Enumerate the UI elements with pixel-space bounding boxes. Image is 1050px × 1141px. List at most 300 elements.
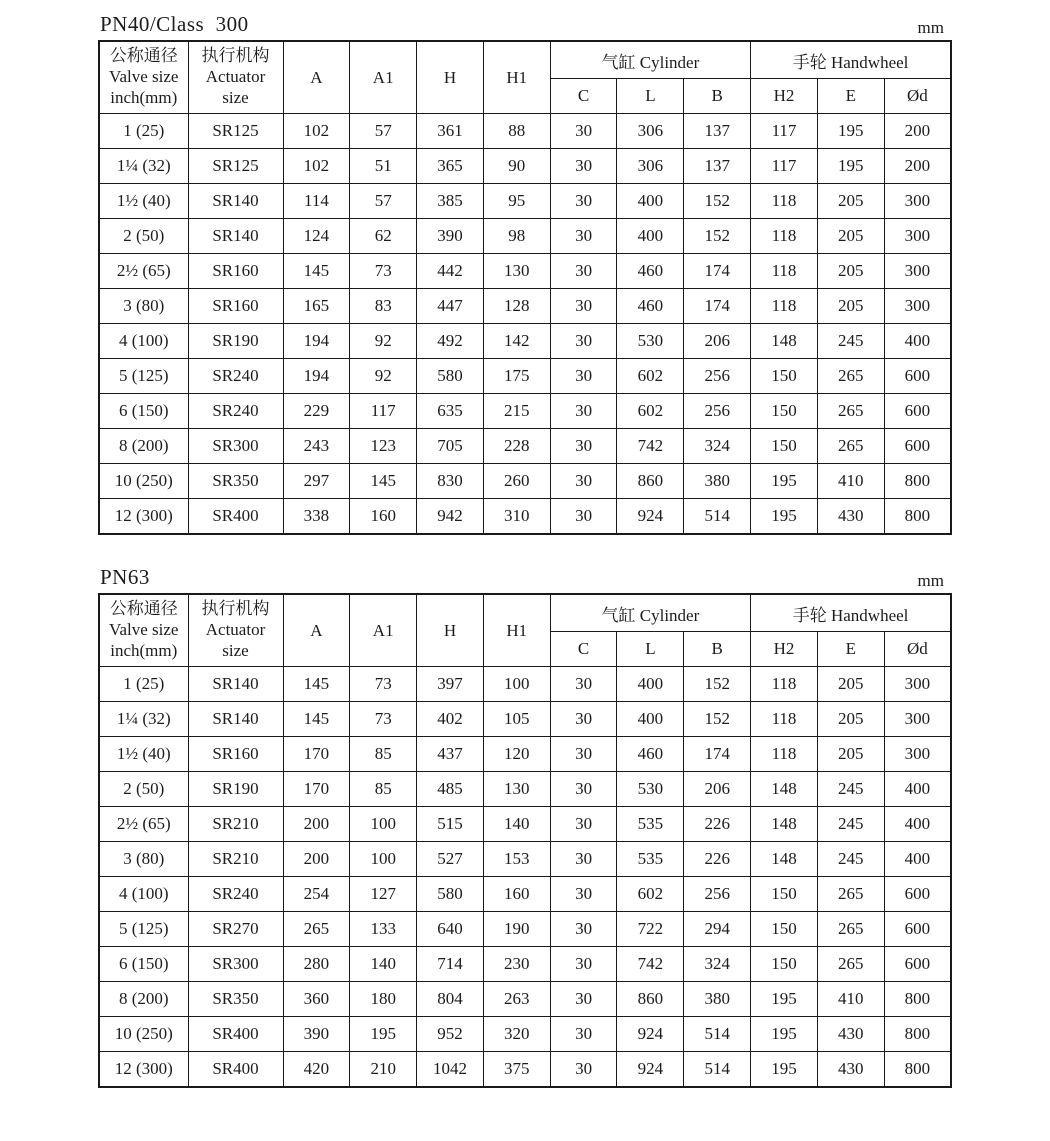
value-c-cell: 30: [550, 1017, 617, 1052]
value-h2-cell: 195: [751, 1052, 818, 1088]
value-c-cell: 30: [550, 219, 617, 254]
col-group-cylinder: 气缸 Cylinder: [550, 594, 750, 632]
value-b-cell: 206: [684, 324, 751, 359]
value-od-cell: 600: [884, 394, 951, 429]
actuator-size-cell: SR350: [188, 464, 283, 499]
actuator-size-cell: SR240: [188, 359, 283, 394]
value-b-cell: 256: [684, 394, 751, 429]
value-b-cell: 256: [684, 877, 751, 912]
valve-size-cell: 12 (300): [99, 499, 188, 535]
value-h2-cell: 150: [751, 877, 818, 912]
actuator-size-cell: SR350: [188, 982, 283, 1017]
col-header-b: B: [684, 79, 751, 114]
value-od-cell: 300: [884, 219, 951, 254]
actuator-size-cell: SR400: [188, 499, 283, 535]
value-h1-cell: 95: [483, 184, 550, 219]
col-header-actuator-cn: 执行机构: [201, 599, 270, 619]
actuator-size-cell: SR140: [188, 219, 283, 254]
value-h2-cell: 150: [751, 359, 818, 394]
value-l-cell: 400: [617, 702, 684, 737]
col-header-actuator-cn: 执行机构: [201, 46, 270, 66]
table-row: [99, 499, 951, 535]
value-od-cell: 300: [884, 289, 951, 324]
value-b-cell: 152: [684, 184, 751, 219]
actuator-size-cell: SR210: [188, 807, 283, 842]
col-header-actuator-size: [188, 41, 283, 114]
table-section-pn63: [98, 565, 950, 1088]
value-l-cell: 860: [617, 464, 684, 499]
value-od-cell: 300: [884, 702, 951, 737]
value-h1-cell: 120: [483, 737, 550, 772]
value-a-cell: 390: [283, 1017, 350, 1052]
value-a1-cell: 100: [350, 842, 417, 877]
col-header-od: Ød: [884, 79, 951, 114]
value-a-cell: 170: [283, 772, 350, 807]
value-a-cell: 124: [283, 219, 350, 254]
value-h1-cell: 153: [483, 842, 550, 877]
value-a-cell: 254: [283, 877, 350, 912]
value-h1-cell: 140: [483, 807, 550, 842]
actuator-size-cell: SR125: [188, 149, 283, 184]
value-a-cell: 165: [283, 289, 350, 324]
value-h2-cell: 195: [751, 499, 818, 535]
value-a-cell: 360: [283, 982, 350, 1017]
actuator-size-cell: SR300: [188, 947, 283, 982]
value-h2-cell: 118: [751, 667, 818, 702]
value-h-cell: 830: [417, 464, 484, 499]
valve-size-cell: 1¼ (32): [99, 702, 188, 737]
value-h1-cell: 100: [483, 667, 550, 702]
value-h-cell: 1042: [417, 1052, 484, 1088]
unit-label: mm: [917, 18, 944, 37]
table-section-pn40: [98, 12, 950, 535]
value-h1-cell: 142: [483, 324, 550, 359]
value-c-cell: 30: [550, 184, 617, 219]
value-c-cell: 30: [550, 359, 617, 394]
value-h1-cell: 98: [483, 219, 550, 254]
value-a-cell: 194: [283, 359, 350, 394]
valve-size-cell: 2 (50): [99, 772, 188, 807]
col-header-valve-size-en: Valve size: [109, 67, 179, 87]
value-c-cell: 30: [550, 772, 617, 807]
col-header-actuator-size: [188, 594, 283, 667]
value-e-cell: 245: [817, 807, 884, 842]
value-h2-cell: 148: [751, 807, 818, 842]
value-b-cell: 324: [684, 429, 751, 464]
value-h2-cell: 118: [751, 702, 818, 737]
value-a1-cell: 62: [350, 219, 417, 254]
value-h-cell: 515: [417, 807, 484, 842]
table-row: [99, 359, 951, 394]
value-h-cell: 942: [417, 499, 484, 535]
table-body: [99, 114, 951, 535]
value-e-cell: 195: [817, 114, 884, 149]
table-row: [99, 464, 951, 499]
table-header-row: [98, 565, 950, 590]
col-header-l: L: [617, 79, 684, 114]
col-group-handwheel: 手轮 Handwheel: [751, 41, 951, 79]
unit-label: mm: [917, 571, 944, 590]
value-b-cell: 152: [684, 667, 751, 702]
value-h1-cell: 130: [483, 772, 550, 807]
value-c-cell: 30: [550, 842, 617, 877]
actuator-size-cell: SR400: [188, 1017, 283, 1052]
col-header-h2: H2: [751, 79, 818, 114]
value-h-cell: 485: [417, 772, 484, 807]
value-e-cell: 430: [817, 1052, 884, 1088]
value-a1-cell: 145: [350, 464, 417, 499]
actuator-size-cell: SR190: [188, 772, 283, 807]
value-l-cell: 306: [617, 114, 684, 149]
table-title: PN40/Class 300: [100, 12, 249, 36]
value-b-cell: 137: [684, 114, 751, 149]
value-e-cell: 205: [817, 184, 884, 219]
value-b-cell: 324: [684, 947, 751, 982]
value-od-cell: 800: [884, 464, 951, 499]
value-h2-cell: 117: [751, 149, 818, 184]
valve-size-cell: 2½ (65): [99, 254, 188, 289]
value-h2-cell: 195: [751, 982, 818, 1017]
value-a-cell: 102: [283, 114, 350, 149]
value-l-cell: 460: [617, 289, 684, 324]
col-header-valve-size-cn: 公称通径: [109, 46, 178, 66]
value-h1-cell: 263: [483, 982, 550, 1017]
header-group-row: [99, 41, 951, 79]
value-b-cell: 514: [684, 1017, 751, 1052]
valve-size-cell: 3 (80): [99, 289, 188, 324]
table-row: [99, 842, 951, 877]
table-row: [99, 114, 951, 149]
value-h-cell: 635: [417, 394, 484, 429]
value-e-cell: 205: [817, 219, 884, 254]
value-od-cell: 400: [884, 842, 951, 877]
value-od-cell: 400: [884, 324, 951, 359]
table-row: [99, 324, 951, 359]
value-e-cell: 265: [817, 394, 884, 429]
col-header-l: L: [617, 632, 684, 667]
value-h-cell: 492: [417, 324, 484, 359]
value-a1-cell: 92: [350, 324, 417, 359]
value-e-cell: 195: [817, 149, 884, 184]
value-l-cell: 530: [617, 772, 684, 807]
value-e-cell: 205: [817, 254, 884, 289]
value-e-cell: 205: [817, 667, 884, 702]
table-header-row: [98, 12, 950, 37]
value-c-cell: 30: [550, 114, 617, 149]
col-header-actuator-en2: size: [222, 640, 249, 660]
actuator-size-cell: SR190: [188, 324, 283, 359]
table-row: [99, 184, 951, 219]
value-od-cell: 800: [884, 499, 951, 535]
table-row: [99, 429, 951, 464]
value-e-cell: 430: [817, 499, 884, 535]
value-c-cell: 30: [550, 947, 617, 982]
table-row: [99, 254, 951, 289]
table-row: [99, 394, 951, 429]
value-a-cell: 265: [283, 912, 350, 947]
value-od-cell: 400: [884, 807, 951, 842]
value-a-cell: 200: [283, 807, 350, 842]
table-row: [99, 912, 951, 947]
value-od-cell: 800: [884, 1017, 951, 1052]
valve-size-cell: 1 (25): [99, 667, 188, 702]
col-header-valve-size-cn: 公称通径: [109, 599, 178, 619]
valve-size-cell: 8 (200): [99, 429, 188, 464]
value-e-cell: 265: [817, 877, 884, 912]
value-od-cell: 600: [884, 912, 951, 947]
value-od-cell: 300: [884, 254, 951, 289]
value-h2-cell: 150: [751, 947, 818, 982]
value-od-cell: 600: [884, 947, 951, 982]
value-od-cell: 400: [884, 772, 951, 807]
actuator-size-cell: SR160: [188, 289, 283, 324]
value-a1-cell: 73: [350, 667, 417, 702]
value-b-cell: 174: [684, 737, 751, 772]
value-a1-cell: 160: [350, 499, 417, 535]
table-row: [99, 1017, 951, 1052]
value-a-cell: 170: [283, 737, 350, 772]
value-l-cell: 602: [617, 394, 684, 429]
table-row: [99, 219, 951, 254]
value-h1-cell: 320: [483, 1017, 550, 1052]
value-l-cell: 924: [617, 1017, 684, 1052]
value-h-cell: 804: [417, 982, 484, 1017]
value-a1-cell: 51: [350, 149, 417, 184]
value-a1-cell: 57: [350, 114, 417, 149]
col-header-valve-size: [99, 594, 188, 667]
valve-size-cell: 4 (100): [99, 324, 188, 359]
valve-size-cell: 10 (250): [99, 1017, 188, 1052]
col-header-a1: A1: [350, 594, 417, 667]
table-row: [99, 289, 951, 324]
valve-size-cell: 6 (150): [99, 947, 188, 982]
valve-size-cell: 2 (50): [99, 219, 188, 254]
col-header-h: H: [417, 41, 484, 114]
value-h2-cell: 195: [751, 464, 818, 499]
table-row: [99, 667, 951, 702]
value-od-cell: 300: [884, 737, 951, 772]
col-header-actuator-en: Actuator: [205, 620, 266, 640]
value-e-cell: 410: [817, 464, 884, 499]
valve-size-cell: 2½ (65): [99, 807, 188, 842]
value-e-cell: 205: [817, 289, 884, 324]
value-h-cell: 640: [417, 912, 484, 947]
value-h1-cell: 88: [483, 114, 550, 149]
actuator-size-cell: SR160: [188, 737, 283, 772]
actuator-size-cell: SR210: [188, 842, 283, 877]
col-header-b: B: [684, 632, 751, 667]
value-h2-cell: 118: [751, 737, 818, 772]
valve-size-cell: 6 (150): [99, 394, 188, 429]
col-group-handwheel: 手轮 Handwheel: [751, 594, 951, 632]
actuator-size-cell: SR270: [188, 912, 283, 947]
value-h-cell: 714: [417, 947, 484, 982]
value-e-cell: 245: [817, 842, 884, 877]
value-h-cell: 397: [417, 667, 484, 702]
value-l-cell: 742: [617, 947, 684, 982]
value-a-cell: 145: [283, 254, 350, 289]
value-a-cell: 338: [283, 499, 350, 535]
value-od-cell: 600: [884, 359, 951, 394]
spec-table-pn40: [98, 40, 952, 535]
value-b-cell: 206: [684, 772, 751, 807]
value-h-cell: 361: [417, 114, 484, 149]
value-h2-cell: 148: [751, 324, 818, 359]
col-header-valve-size-en: Valve size: [109, 620, 179, 640]
value-c-cell: 30: [550, 912, 617, 947]
value-h2-cell: 150: [751, 912, 818, 947]
value-h-cell: 705: [417, 429, 484, 464]
valve-size-cell: 3 (80): [99, 842, 188, 877]
value-a-cell: 194: [283, 324, 350, 359]
value-e-cell: 205: [817, 737, 884, 772]
value-h-cell: 385: [417, 184, 484, 219]
value-h2-cell: 148: [751, 842, 818, 877]
value-h1-cell: 105: [483, 702, 550, 737]
value-h2-cell: 117: [751, 114, 818, 149]
value-h-cell: 952: [417, 1017, 484, 1052]
value-a1-cell: 140: [350, 947, 417, 982]
value-h-cell: 365: [417, 149, 484, 184]
value-a1-cell: 92: [350, 359, 417, 394]
value-e-cell: 245: [817, 324, 884, 359]
value-b-cell: 137: [684, 149, 751, 184]
value-h1-cell: 90: [483, 149, 550, 184]
value-e-cell: 265: [817, 912, 884, 947]
value-c-cell: 30: [550, 499, 617, 535]
value-od-cell: 200: [884, 114, 951, 149]
value-od-cell: 300: [884, 184, 951, 219]
value-a1-cell: 133: [350, 912, 417, 947]
value-h1-cell: 230: [483, 947, 550, 982]
value-a1-cell: 73: [350, 702, 417, 737]
value-h1-cell: 190: [483, 912, 550, 947]
table-title: PN63: [100, 565, 150, 589]
value-l-cell: 306: [617, 149, 684, 184]
value-h2-cell: 118: [751, 289, 818, 324]
actuator-size-cell: SR240: [188, 394, 283, 429]
value-a1-cell: 100: [350, 807, 417, 842]
value-h2-cell: 118: [751, 184, 818, 219]
table-row: [99, 737, 951, 772]
value-od-cell: 800: [884, 1052, 951, 1088]
value-e-cell: 265: [817, 947, 884, 982]
col-header-actuator-en2: size: [222, 87, 249, 107]
value-a-cell: 102: [283, 149, 350, 184]
value-c-cell: 30: [550, 394, 617, 429]
value-c-cell: 30: [550, 289, 617, 324]
value-a-cell: 420: [283, 1052, 350, 1088]
value-a1-cell: 127: [350, 877, 417, 912]
col-header-e: E: [817, 632, 884, 667]
value-b-cell: 226: [684, 842, 751, 877]
value-b-cell: 380: [684, 982, 751, 1017]
value-od-cell: 600: [884, 429, 951, 464]
value-od-cell: 200: [884, 149, 951, 184]
value-h2-cell: 148: [751, 772, 818, 807]
value-l-cell: 602: [617, 359, 684, 394]
valve-size-cell: 12 (300): [99, 1052, 188, 1088]
value-e-cell: 265: [817, 359, 884, 394]
table-body: [99, 667, 951, 1088]
value-b-cell: 256: [684, 359, 751, 394]
value-l-cell: 460: [617, 254, 684, 289]
value-h1-cell: 375: [483, 1052, 550, 1088]
value-a1-cell: 83: [350, 289, 417, 324]
value-l-cell: 924: [617, 499, 684, 535]
header-group-row: [99, 594, 951, 632]
valve-size-cell: 10 (250): [99, 464, 188, 499]
valve-size-cell: 8 (200): [99, 982, 188, 1017]
col-header-h1: H1: [483, 594, 550, 667]
actuator-size-cell: SR400: [188, 1052, 283, 1088]
value-h-cell: 580: [417, 877, 484, 912]
table-row: [99, 807, 951, 842]
value-l-cell: 400: [617, 667, 684, 702]
value-b-cell: 514: [684, 499, 751, 535]
value-od-cell: 800: [884, 982, 951, 1017]
value-a1-cell: 210: [350, 1052, 417, 1088]
value-c-cell: 30: [550, 807, 617, 842]
value-a-cell: 114: [283, 184, 350, 219]
value-c-cell: 30: [550, 464, 617, 499]
col-header-h: H: [417, 594, 484, 667]
col-header-c: C: [550, 632, 617, 667]
valve-size-cell: 1 (25): [99, 114, 188, 149]
value-c-cell: 30: [550, 254, 617, 289]
valve-size-cell: 5 (125): [99, 359, 188, 394]
value-e-cell: 205: [817, 702, 884, 737]
value-od-cell: 600: [884, 877, 951, 912]
value-a1-cell: 123: [350, 429, 417, 464]
table-row: [99, 1052, 951, 1088]
col-header-h2: H2: [751, 632, 818, 667]
value-l-cell: 535: [617, 807, 684, 842]
col-group-cylinder: 气缸 Cylinder: [550, 41, 750, 79]
value-e-cell: 245: [817, 772, 884, 807]
value-l-cell: 400: [617, 184, 684, 219]
col-header-od: Ød: [884, 632, 951, 667]
value-h1-cell: 175: [483, 359, 550, 394]
value-h1-cell: 128: [483, 289, 550, 324]
valve-size-cell: 1½ (40): [99, 737, 188, 772]
value-e-cell: 410: [817, 982, 884, 1017]
value-a1-cell: 180: [350, 982, 417, 1017]
value-e-cell: 430: [817, 1017, 884, 1052]
value-c-cell: 30: [550, 702, 617, 737]
value-b-cell: 174: [684, 289, 751, 324]
value-od-cell: 300: [884, 667, 951, 702]
actuator-size-cell: SR140: [188, 184, 283, 219]
value-l-cell: 924: [617, 1052, 684, 1088]
valve-size-cell: 5 (125): [99, 912, 188, 947]
value-a1-cell: 85: [350, 772, 417, 807]
value-c-cell: 30: [550, 324, 617, 359]
actuator-size-cell: SR240: [188, 877, 283, 912]
actuator-size-cell: SR140: [188, 667, 283, 702]
valve-size-cell: 4 (100): [99, 877, 188, 912]
valve-size-cell: 1½ (40): [99, 184, 188, 219]
value-c-cell: 30: [550, 982, 617, 1017]
value-l-cell: 535: [617, 842, 684, 877]
table-row: [99, 702, 951, 737]
value-h-cell: 447: [417, 289, 484, 324]
table-row: [99, 877, 951, 912]
col-header-actuator-en: Actuator: [205, 67, 266, 87]
value-c-cell: 30: [550, 667, 617, 702]
value-b-cell: 514: [684, 1052, 751, 1088]
value-c-cell: 30: [550, 429, 617, 464]
